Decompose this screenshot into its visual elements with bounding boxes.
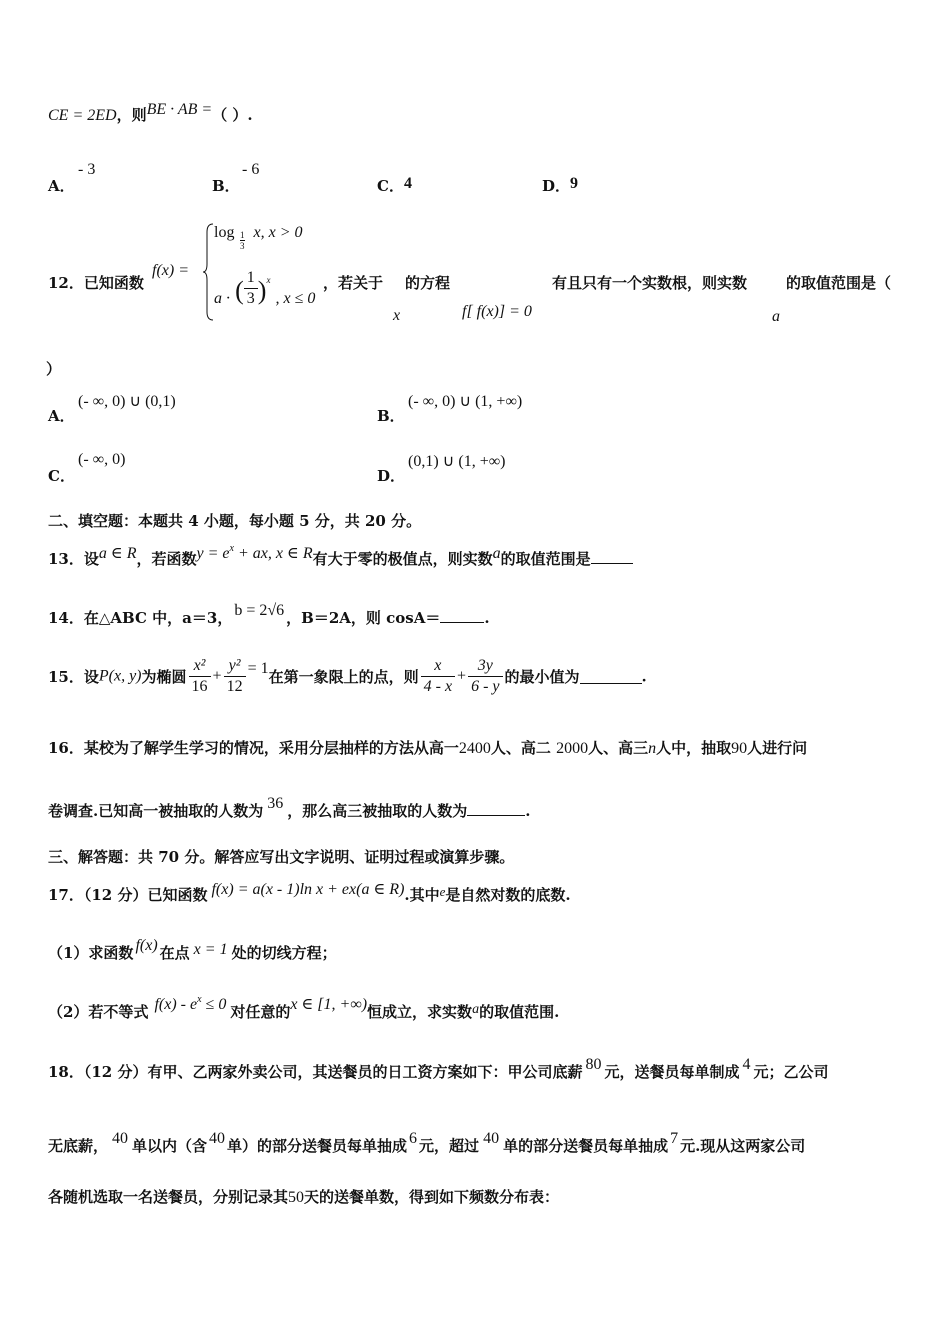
q11-option-a-value: - 3 [78,161,96,178]
q16-line-1 [48,737,807,758]
q12-text-3: 有且只有一个实数根，则实数 [552,274,748,292]
q17-p1-t1: （1）求函数 [48,944,134,962]
q17-m2: e [439,884,446,899]
q16-line-2 [48,795,531,821]
q17-t2: .其中 [404,886,440,904]
q12-text-4: 的取值范围是（ [786,274,892,292]
q18-n7: 7 [670,1130,679,1147]
q18-n1: 80 [585,1056,602,1073]
q16-t4: 人中，抽取 [656,739,732,757]
q11-option-c-value: 4 [404,175,412,192]
q14-t1: 14．在△ABC 中，a＝3， [48,609,233,627]
q12-log-base [240,230,245,251]
q12-piece-1 [214,222,303,251]
q18-n5: 6 [409,1130,418,1147]
q11-option-d-value: 9 [570,175,578,192]
q15-frac-2 [224,656,246,697]
q12-option-a-value: (- ∞, 0) ∪ (0,1) [78,393,176,410]
q11-option-b-label[interactable]: B． [212,177,240,195]
q13-t1: 13．设 [48,550,99,568]
q17 [48,881,571,905]
q13-m2 [197,545,313,562]
q12-option-c-label[interactable]: C． [48,467,75,485]
q15-frac-1-den: 16 [191,678,208,695]
q11-ze: ，则 [116,106,147,124]
q15-frac-4-den: 6 - y [471,678,500,695]
q15 [48,656,647,697]
q17-p2-t1: （2）若不等式 [48,1003,149,1021]
q12-var-a: a [772,308,780,325]
q12-option-a-label[interactable]: A． [48,407,75,425]
q14-answer-blank[interactable] [440,608,484,623]
q17-p1-m2: x = 1 [193,941,228,958]
q16-t7: ，那么高三被抽取的人数为 [287,802,468,820]
q16-n5: 36 [267,795,284,812]
q15-frac-2-den: 12 [226,678,243,695]
q12-equation: f[ f(x)] = 0 [462,303,532,320]
q12-close: ） [46,360,62,378]
q17-p2-t2: 对任意的 [230,1003,291,1021]
q15-plus-2: + [457,667,467,685]
q15-frac-3 [421,656,455,697]
q16-n4: 90 [731,740,748,757]
q12-piece-2-frac [244,268,258,309]
section-2-heading: 二、填空题：本题共 4 小题，每小题 5 分，共 20 分。 [48,512,422,530]
q18-t9: 元.现从这两家公司 [680,1137,806,1155]
q12-paren-left: ( [235,276,244,305]
q14-m1: b = 2√6 [234,602,285,619]
q12-log-base-num: 1 [240,230,245,240]
q17-p2-m1-base: f(x) - e [154,996,198,1013]
q13-t4: 的取值范围是 [500,550,591,568]
q17-p1-m1: f(x) [135,937,158,954]
q18-line-1 [48,1056,829,1082]
q16-t8: . [525,802,531,820]
q15-t4: 的最小值为 [504,668,580,686]
q16-n3: n [648,740,657,757]
q18-line-3 [48,1186,559,1207]
q18-t3: 元；乙公司 [753,1063,829,1081]
q16-t3: 人、高三 [588,739,649,757]
q15-frac-2-num: y² [224,656,246,677]
q18-t7: 元，超过 [419,1137,480,1155]
q18-n3: 40 [112,1130,129,1147]
q12-piece-2 [214,268,315,309]
q16-t5: 人进行问 [747,739,808,757]
q17-p1-t2: 在点 [159,944,190,962]
q12-option-d-value: (0,1) ∪ (1, +∞) [408,453,506,470]
q12-fx: f(x) = [152,262,189,279]
q15-frac-4-num: 3y [468,656,502,677]
q16-n2: 2000 [556,740,589,757]
q13 [48,543,633,569]
q12-option-d-label[interactable]: D． [377,467,406,485]
q11-option-d-label[interactable]: D． [542,177,571,195]
q17-t3: 是自然对数的底数. [445,886,571,904]
q12-log: log [214,224,235,241]
q18-t4: 无底薪， [48,1137,109,1155]
q18-n8: 50 [288,1189,305,1206]
q15-t3: 在第一象限上的点，则 [268,668,419,686]
q15-t1: 15．设 [48,668,99,686]
q17-p2-t4: 的取值范围. [479,1003,560,1021]
q12-number: 12．已知函数 [48,274,144,292]
q13-m2-rest: + ax, x ∈ R [237,545,313,562]
q15-frac-3-den: 4 - x [423,678,453,695]
q18-t6: 单）的部分送餐员每单抽成 [227,1137,408,1155]
q14 [48,602,490,628]
q12-piece-2-a: a · [214,290,230,307]
q11-expression: BE · AB = [146,101,213,118]
q11-condition: CE = 2ED [48,107,117,124]
q16-t2: 人、高二 [490,739,551,757]
q17-p2-m1-rest: ≤ 0 [205,996,227,1013]
q18-t8: 单的部分送餐员每单抽成 [503,1137,669,1155]
q18-line-2 [48,1130,806,1156]
q16-answer-blank[interactable] [467,801,525,816]
q18-t1: 18．（12 分）有甲、乙两家外卖公司，其送餐员的日工资方案如下：甲公司底薪 [48,1063,583,1081]
q14-t2: ，B＝2A，则 cosA＝ [286,609,441,627]
q12-text-2: 的方程 [405,274,451,292]
q12-piece-1-rest: x, x > 0 [253,224,303,241]
q17-part-1 [48,937,337,963]
q18-t10: 各随机选取一名送餐员，分别记录其 [48,1188,289,1206]
q16-n1: 2400 [458,740,491,757]
q12-option-c-value: (- ∞, 0) [78,451,126,468]
q17-p2-m3: a [472,1002,480,1017]
q13-answer-blank[interactable] [591,549,633,564]
q12-option-b-label[interactable]: B． [377,407,405,425]
q18-t5: 单以内（含 [132,1137,208,1155]
q18-t2: 元，送餐员每单制成 [604,1063,740,1081]
q15-t2: 为椭圆 [141,668,187,686]
q12-piece-2-den: 3 [246,290,255,307]
q11-option-b-value: - 6 [242,161,260,178]
q15-answer-blank[interactable] [580,669,642,684]
q17-p1-t3: 处的切线方程； [231,944,337,962]
q13-m2-sup: x [229,543,234,554]
q13-t2: ，若函数 [136,550,197,568]
q13-m3: a [492,545,501,562]
q18-n4: 40 [209,1130,226,1147]
q15-frac-3-num: x [421,656,455,677]
q13-m2-base: y = e [196,545,230,562]
q15-m1: P(x, y) [98,667,142,685]
q17-p2-m2: x ∈ [1, +∞) [290,996,368,1013]
q12-log-base-den: 3 [240,241,245,251]
q18-t11: 天的送餐单数，得到如下频数分布表： [304,1188,560,1206]
q12-text-1: ，若关于 [323,274,384,292]
q15-frac-1-num: x² [189,656,211,677]
q11-paren: （ ）. [212,106,253,124]
q11-tail [48,101,253,125]
q17-part-2 [48,994,560,1022]
q18-n2: 4 [742,1056,751,1073]
q17-p2-m1 [154,996,226,1013]
q12-paren-right: ) [257,276,267,305]
q12-piece-2-exp: x [266,275,271,285]
q12-var-x: x [393,307,401,324]
q15-frac-1 [189,656,211,697]
q14-t3: . [484,609,490,627]
q17-p2-sup: x [197,994,202,1005]
q15-plus: + [212,667,222,685]
q17-m1: f(x) = a(x - 1)ln x + ex(a ∈ R) [211,881,405,898]
q17-t1: 17．（12 分）已知函数 [48,886,208,904]
q13-m1: a ∈ R [98,545,137,562]
q16-t1: 16．某校为了解学生学习的情况，采用分层抽样的方法从高一 [48,739,459,757]
q11-option-c-label[interactable]: C． [377,177,404,195]
q13-t3: 有大于零的极值点，则实数 [312,550,493,568]
q11-option-a-label[interactable]: A． [48,177,75,195]
q18-n6: 40 [483,1130,500,1147]
q15-frac-4 [468,656,502,697]
q15-eq1: = 1 [247,659,269,677]
q16-t6: 卷调查.已知高一被抽取的人数为 [48,802,264,820]
section-3-heading: 三、解答题：共 70 分。解答应写出文字说明、证明过程或演算步骤。 [48,848,515,866]
q12-piece-2-rest: , x ≤ 0 [275,290,316,307]
q15-t5: . [641,667,647,686]
q12-option-b-value: (- ∞, 0) ∪ (1, +∞) [408,393,523,410]
q12-piece-2-num: 1 [244,268,258,289]
q17-p2-t3: 恒成立，求实数 [367,1003,473,1021]
